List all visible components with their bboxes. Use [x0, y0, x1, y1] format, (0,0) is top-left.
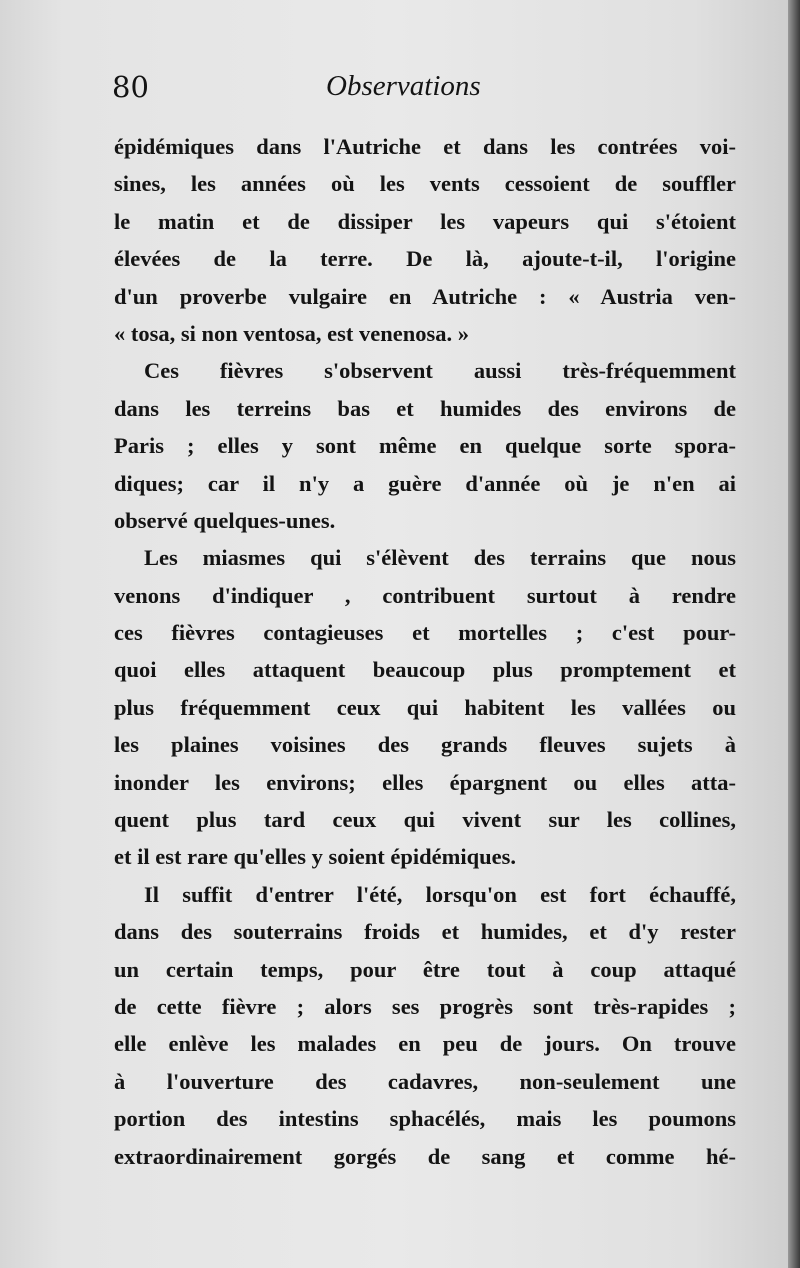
page-number: 80 — [112, 70, 149, 104]
text-line: un certain temps, pour être tout à coup attaqué — [114, 956, 736, 982]
text-line: dans les terreins bas et humides des environs de — [114, 395, 736, 421]
text-line: épidémiques dans l'Autriche et dans les contrées voi- — [114, 134, 736, 159]
body-text — [114, 128, 736, 1175]
text-line: observé quelques-unes. — [114, 507, 336, 533]
text-line: « tosa, si non ventosa, est venenosa. » — [114, 320, 470, 346]
paragraph-start-line: Il suffit d'entrer l'été, lorsqu'on est fort échauffé, — [144, 881, 736, 907]
paragraph-start-line: Les miasmes qui s'élèvent des terrains que nous — [144, 545, 736, 571]
scan-edge-shadow — [788, 0, 800, 1268]
page-header — [112, 70, 712, 110]
text-line: les plaines voisines des grands fleuves sujets à — [114, 732, 736, 758]
paragraph-start-line: Ces fièvres s'observent aussi très-fréquemment — [144, 358, 736, 384]
text-line: sines, les années où les vents cessoient de souffler — [114, 171, 736, 197]
running-title: Observations — [326, 70, 481, 102]
text-line: le matin et de dissiper les vapeurs qui s'étoient — [114, 208, 736, 234]
text-line: de cette fièvre ; alors ses progrès sont très-rapides ; — [114, 993, 736, 1019]
text-line: diques; car il n'y a guère d'année où je n'en ai — [114, 470, 736, 496]
text-line: à l'ouverture des cadavres, non-seulement une — [114, 1068, 736, 1094]
text-line: extraordinairement gorgés de sang et comme hé- — [114, 1143, 736, 1169]
text-line: et il est rare qu'elles y soient épidémiques. — [114, 844, 517, 870]
text-line: ces fièvres contagieuses et mortelles ; c'est pour- — [114, 620, 736, 646]
text-line: quoi elles attaquent beaucoup plus promptement et — [114, 657, 736, 683]
text-line: Paris ; elles y sont même en quelque sorte spora- — [114, 433, 736, 459]
text-line: portion des intestins sphacélés, mais les poumons — [114, 1106, 736, 1132]
text-line: inonder les environs; elles épargnent ou elles atta- — [114, 769, 736, 795]
text-line: plus fréquemment ceux qui habitent les vallées ou — [114, 694, 736, 720]
text-line: élevées de la terre. De là, ajoute-t-il, l'origine — [114, 246, 736, 272]
text-line: quent plus tard ceux qui vivent sur les collines, — [114, 807, 736, 833]
text-line: dans des souterrains froids et humides, et d'y rester — [114, 919, 736, 945]
text-line: d'un proverbe vulgaire en Autriche : « Austria ven- — [114, 283, 736, 309]
text-line: elle enlève les malades en peu de jours. On trouve — [114, 1031, 736, 1057]
text-line: venons d'indiquer , contribuent surtout à rendre — [114, 582, 736, 608]
